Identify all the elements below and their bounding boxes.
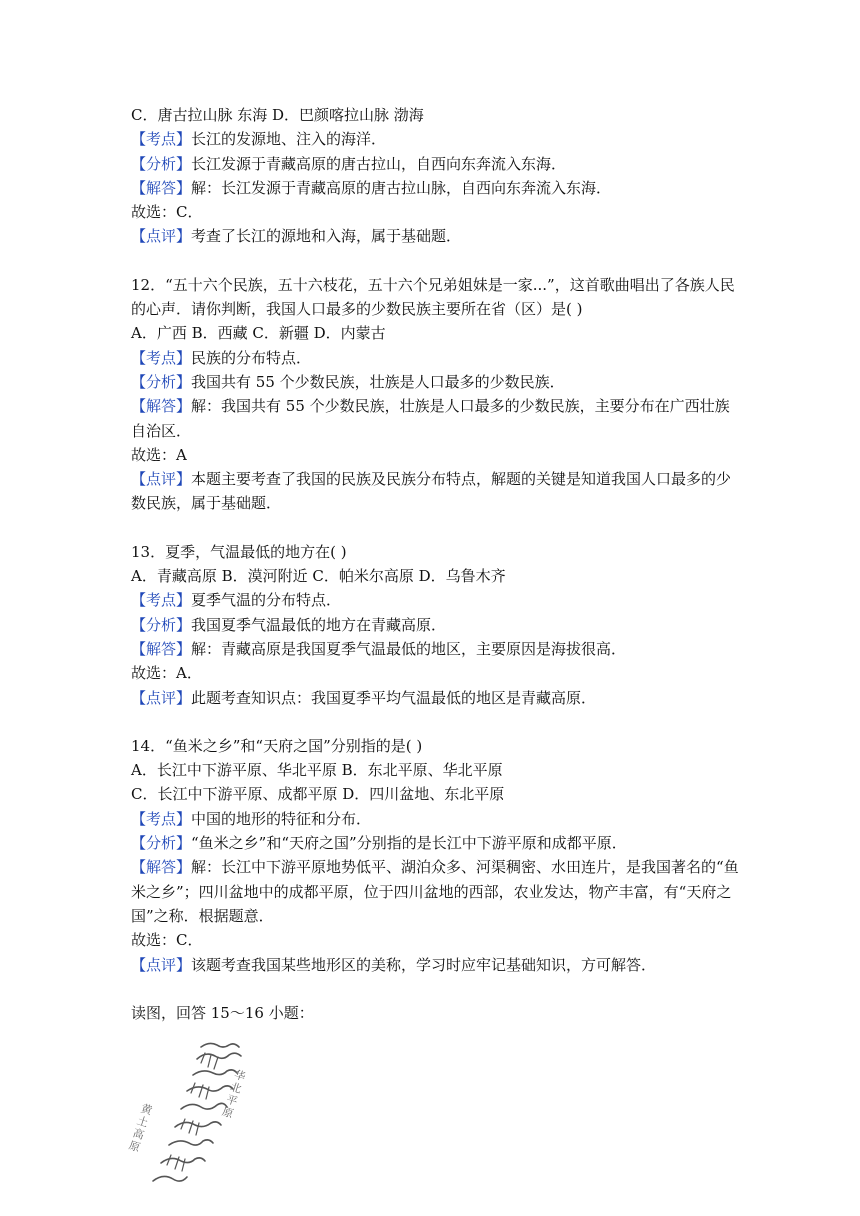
dianping-tag: 【点评】 — [131, 688, 192, 707]
jieda-tag: 【解答】 — [131, 397, 192, 416]
q13-fenxi: 【分析】我国夏季气温最低的地方在青藏高原． — [131, 615, 447, 634]
q13-kaodian: 【考点】夏季气温的分布特点． — [131, 591, 342, 610]
figure-label-glyph: 高 — [131, 1126, 146, 1143]
q11-fenxi: 【分析】长江发源于青藏高原的唐古拉山，自西向东奔流入东海． — [131, 154, 567, 173]
q12-kaodian: 【考点】民族的分布特点． — [131, 348, 312, 367]
figure-label-left — [127, 1101, 155, 1155]
q13-answer: 故选：A． — [131, 664, 202, 683]
question-content — [127, 103, 739, 1208]
kaodian-tag: 【考点】 — [131, 348, 192, 367]
q13-dianping: 【点评】此题考查知识点：我国夏季平均气温最低的地区是青藏高原． — [131, 688, 597, 707]
fenxi-tag: 【分析】 — [131, 372, 192, 391]
q11-jieda: 【解答】解：长江发源于青藏高原的唐古拉山脉，自西向东奔流入东海． — [131, 178, 612, 197]
figure-label-glyph: 原 — [127, 1138, 142, 1155]
dianping-tag: 【点评】 — [131, 470, 192, 489]
fenxi-tag: 【分析】 — [131, 615, 192, 634]
terrace-stroke — [193, 1070, 237, 1075]
q12-stem-line2: 的心声．请你判断，我国人口最多的少数民族主要所在省（区）是( ) — [131, 300, 583, 319]
q11-options-cd: C．唐古拉山脉 东海 D．巴颜喀拉山脉 渤海 — [131, 106, 424, 124]
q13-options: A．青藏高原 B．漠河附近 C．帕米尔高原 D．乌鲁木齐 — [131, 567, 506, 586]
terrace-stroke — [191, 1083, 209, 1099]
q14-options-cd: C．长江中下游平原、成都平原 D．四川盆地、东北平原 — [131, 785, 505, 804]
q12-fenxi: 【分析】我国共有 55 个少数民族，壮族是人口最多的少数民族． — [131, 372, 565, 391]
figure-intro: 读图，回答 15～16 小题： — [131, 1003, 314, 1022]
q13-stem: 13．夏季，气温最低的地方在( ) — [131, 542, 347, 561]
kaodian-tag: 【考点】 — [131, 591, 192, 610]
q12-jieda: 【解答】解：我国共有 55 个少数民族，壮族是人口最多的少数民族，主要分布在广西壮族 — [131, 397, 730, 416]
terrace-stroke — [169, 1140, 213, 1145]
fenxi-tag: 【分析】 — [131, 154, 192, 173]
q14-answer: 故选：C． — [131, 931, 203, 950]
jieda-tag: 【解答】 — [131, 858, 192, 877]
q11-answer: 故选：C． — [131, 203, 203, 222]
kaodian-tag: 【考点】 — [131, 809, 192, 828]
q14-kaodian: 【考点】中国的地形的特征和分布． — [131, 809, 372, 828]
q11-kaodian: 【考点】长江的发源地、注入的海洋． — [131, 130, 387, 149]
q13-jieda: 【解答】解：青藏高原是我国夏季气温最低的地区，主要原因是海拔很高． — [131, 639, 627, 658]
terrace-stroke — [167, 1155, 185, 1171]
figure-label-glyph: 平 — [224, 1092, 239, 1109]
q11-dianping: 【点评】考查了长江的源地和入海，属于基础题． — [131, 227, 462, 246]
q14-jieda-cont1: 米之乡”；四川盆地中的成都平原，位于四川盆地的西部，农业发达，物产丰富，有“天府之 — [131, 882, 732, 901]
q12-jieda-cont: 自治区． — [131, 421, 192, 440]
terrace-stroke — [201, 1043, 239, 1047]
figure-label-glyph: 原 — [220, 1105, 235, 1121]
fenxi-tag: 【分析】 — [131, 834, 192, 853]
q12-options: A．广西 B．西藏 C．新疆 D．内蒙古 — [131, 324, 386, 343]
figure-label-glyph: 黄 — [139, 1101, 154, 1118]
landscape-sketch-figure — [127, 1031, 261, 1201]
terrace-stroke — [181, 1119, 199, 1135]
q14-dianping: 【点评】该题考查我国某些地形区的美称，学习时应牢记基础知识，方可解答． — [131, 955, 657, 974]
q14-stem: 14．“鱼米之乡”和“天府之国”分别指的是( ) — [131, 736, 423, 755]
figure-label-glyph: 土 — [135, 1114, 150, 1130]
figure-label-glyph: 北 — [228, 1080, 244, 1097]
q14-jieda: 【解答】解：长江中下游平原地势低平、湖泊众多、河渠稠密、水田连片，是我国著名的“鱼 — [131, 858, 739, 877]
q12-dianping-cont: 数民族，属于基础题． — [131, 494, 282, 513]
terrace-stroke — [153, 1177, 187, 1182]
kaodian-tag: 【考点】 — [131, 130, 192, 149]
jieda-tag: 【解答】 — [131, 639, 192, 658]
q12-dianping: 【点评】本题主要考查了我国的民族及民族分布特点，解题的关键是知道我国人口最多的少 — [131, 470, 732, 489]
jieda-tag: 【解答】 — [131, 178, 192, 197]
q14-fenxi: 【分析】“鱼米之乡”和“天府之国”分别指的是长江中下游平原和成都平原． — [131, 834, 627, 853]
q12-answer: 故选：A — [131, 445, 187, 464]
q14-jieda-cont2: 国”之称．根据题意． — [131, 906, 274, 925]
terrace-stroke — [181, 1103, 227, 1109]
q14-options-ab: A．长江中下游平原、华北平原 B．东北平原、华北平原 — [131, 761, 503, 780]
figure-label-right — [220, 1067, 247, 1121]
figure-label-glyph: 华 — [232, 1067, 248, 1084]
q12-stem-line1: 12．“五十六个民族，五十六枝花，五十六个兄弟姐妹是一家...”，这首歌曲唱出了各族人民 — [131, 275, 735, 294]
dianping-tag: 【点评】 — [131, 227, 192, 246]
dianping-tag: 【点评】 — [131, 955, 192, 974]
